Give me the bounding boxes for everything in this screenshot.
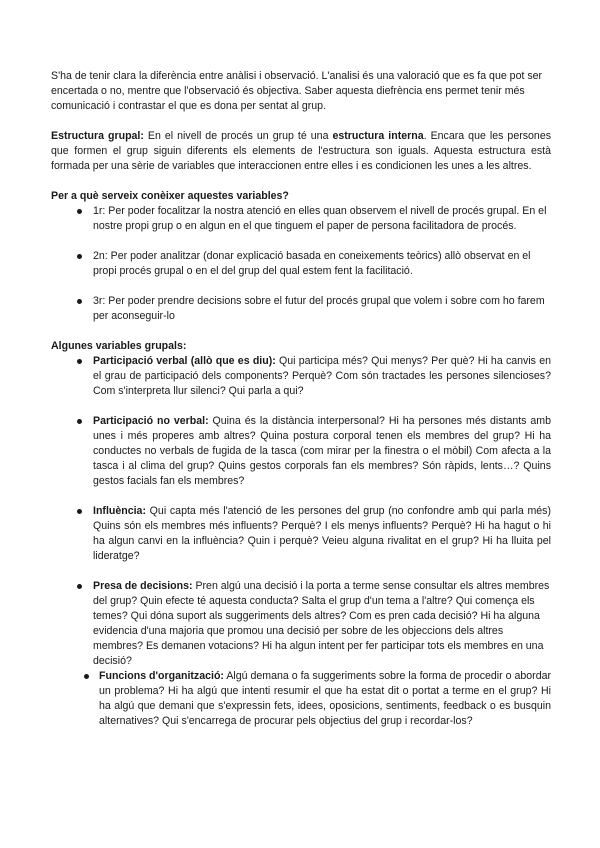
estructura-text-a: En el nivell de procés un grup té una <box>143 130 333 142</box>
purpose-item-text: 3r: Per poder prendre decisions sobre el futur del procés grupal que volem i sobre com ho farem per aconseguir-lo <box>93 295 545 322</box>
variables-heading <box>51 339 551 354</box>
variable-text: Algú demana o fa suggeriments sobre la forma de procedir o abordar un problema? Hi ha algú que intenti resumir el que ha estat dit o portat a terme en el grup? Hi ha algú que demani que s'expressin fets, idees, oposicions, sentiments, feedback o es busquin alternatives? Qui s'encarrega de procurar pels objectius del grup i recordar-los? <box>99 670 551 727</box>
variable-label: Influència: <box>93 505 146 517</box>
variable-label: Participació verbal (allò que es diu): <box>93 355 276 367</box>
list-item <box>51 579 551 669</box>
variable-text: Quina és la distància interpersonal? Hi ha persones més distants amb unes i més properes amb altres? Quina postura corporal tenen els membres del grup? Hi ha conductes no verbals de fugida de la tasca (com mirar per la finestra o el mòbil) Com afecta a la tasca i al clima del grup? Quins gestos corporals fan els membres? Són ràpids, lents…? Quins gestos facials fan els membres? <box>93 415 552 487</box>
list-item <box>51 249 551 279</box>
bullet-icon <box>77 209 82 214</box>
estructura-text-b: . Encara que les persones que formen el grup siguin diferents els elements de l'estructura son iguals. Aquesta estructura està formada per una sèrie de variables que interaccionen entre elles i es condicionen les unes a les altres. <box>51 130 552 172</box>
bullet-icon <box>77 299 82 304</box>
list-item <box>51 204 551 234</box>
bullet-icon <box>77 584 82 589</box>
bullet-icon <box>77 419 82 424</box>
estructura-paragraph <box>51 129 551 174</box>
list-item <box>51 504 551 564</box>
list-item <box>51 414 551 489</box>
purpose-list <box>51 204 551 324</box>
bullet-icon <box>84 674 89 679</box>
purpose-heading-text: Per a què serveix conèixer aquestes variables? <box>51 190 289 202</box>
purpose-item-text: 1r: Per poder focalitzar la nostra atenció en elles quan observem el nivell de procés grupal. En el nostre propi grup o en algun en el que tinguem el paper de persona facilitadora de procés. <box>93 205 547 232</box>
variables-heading-text: Algunes variables grupals: <box>51 340 187 352</box>
bullet-icon <box>77 359 82 364</box>
bullet-icon <box>77 254 82 259</box>
bullet-icon <box>77 509 82 514</box>
purpose-heading <box>51 189 551 204</box>
variable-label: Funcions d'organització: <box>99 670 224 682</box>
estructura-bold-term: estructura interna <box>332 130 424 142</box>
list-item <box>51 669 551 729</box>
purpose-item-text: 2n: Per poder analitzar (donar explicació basada en coneixements teòrics) allò observat en el propi procés grupal o en el del grup del qual estem fent la facilitació. <box>93 250 531 277</box>
list-item <box>51 294 551 324</box>
variable-label: Presa de decisions: <box>93 580 193 592</box>
list-item <box>51 354 551 399</box>
variables-list <box>51 354 551 669</box>
variable-text: Pren algú una decisió i la porta a terme sense consultar els altres membres del grup? Quin efecte té aquesta conducta? Salta el grup d'un tema a l'altre? Qui comença els temes? Qui dóna suport als suggeriments dels altres? Com es pren cada decisió? Hi ha alguna evidencia d'una majoria que promou una decisió per sobre de les objeccions dels altres membres? Es demanen votacions? Hi ha algun intent per fer participar tots els membres en una decisió? <box>93 580 550 667</box>
variable-text: Qui participa més? Qui menys? Per què? Hi ha canvis en el grau de participació dels components? Perquè? Com són tractades les persones silencioses? Com s'interpreta llur silenci? Qui parla a qui? <box>93 355 551 397</box>
document-body <box>51 69 551 729</box>
variable-text: Qui capta més l'atenció de les persones del grup (no confondre amb qui parla més) Quins són els membres més influents? Perquè? I els menys influents? Perquè? Hi ha hagut o hi ha algun canvi en la influència? Quin i perquè? Veieu alguna rivalitat en el grup? Hi ha lluita pel lideratge? <box>93 505 551 562</box>
estructura-label: Estructura grupal: <box>51 130 144 142</box>
variable-label: Participació no verbal: <box>93 415 209 427</box>
variables-sublist <box>51 669 551 729</box>
intro-paragraph: S'ha de tenir clara la diferència entre anàlisi i observació. L'analisi és una valoració que es fa que pot ser encertada o no, mentre que l'observació és objectiva. Saber aquesta diefrència ens permet tenir més comunicació i contrastar el que es dona per sentat al grup. <box>51 70 543 112</box>
